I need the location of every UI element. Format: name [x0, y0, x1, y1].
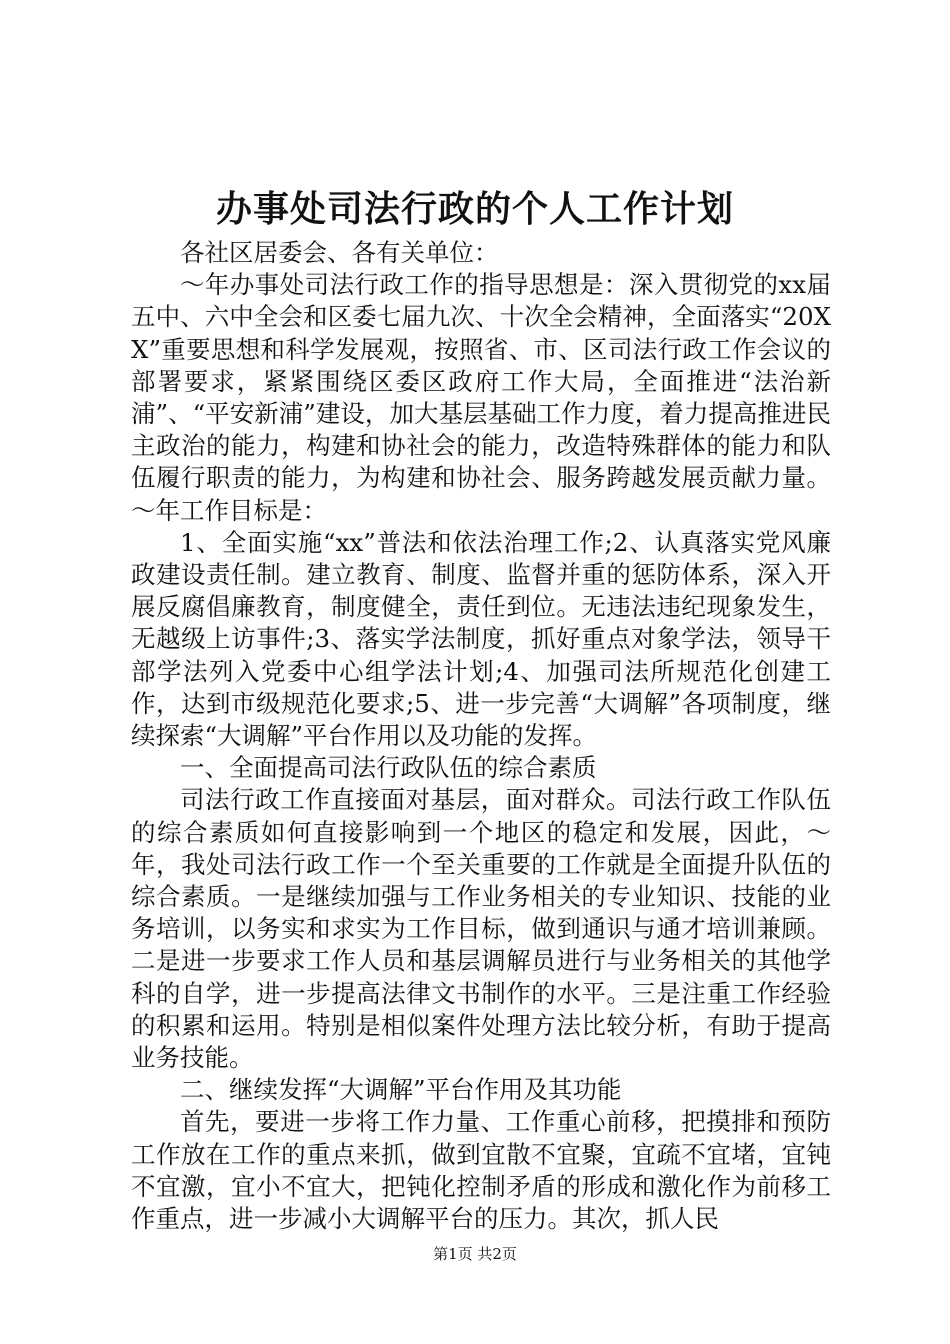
section-heading-2: 二、继续发挥“大调解”平台作用及其功能 [180, 1075, 622, 1105]
work-goals-paragraph: 1、全面实施“xx”普法和依法治理工作;2、认真落实党风廉政建设责任制。建立教育、制度、监督并重的惩防体系，深入开展反腐倡廉教育，制度健全，责任到位。无违法违纪现象发生，无越级上访事件;3、落实学法制度，抓好重点对象学法，领导干部学法列入党委中心组学法计划;4、加强司法所规范化创建工作，达到市级规范化要求;5、进一步完善“大调解”各项制度，继续探索“大调解”平台作用以及功能的发挥。 [131, 527, 831, 751]
page-number-footer: 第1页 共2页 [433, 1245, 517, 1263]
section-2-paragraph: 首先，要进一步将工作力量、工作重心前移，把摸排和预防工作放在工作的重点来抓，做到宜散不宜聚，宜疏不宜堵，宜钝不宜激，宜小不宜大，把钝化控制矛盾的形成和激化作为前移工作重点，进一步减小大调解平台的压力。其次，抓人民 [131, 1107, 831, 1234]
document-title: 办事处司法行政的个人工作计划 [215, 189, 734, 230]
document-body [131, 237, 831, 1235]
section-1-paragraph: 司法行政工作直接面对基层，面对群众。司法行政工作队伍的综合素质如何直接影响到一个地区的稳定和发展，因此，～年，我处司法行政工作一个至关重要的工作就是全面提升队伍的综合素质。一是继续加强与工作业务相关的专业知识、技能的业务培训，以务实和求实为工作目标，做到通识与通才培训兼顾。二是进一步要求工作人员和基层调解员进行与业务相关的其他学科的自学，进一步提高法律文书制作的水平。三是注重工作经验的积累和运用。特别是相似案件处理方法比较分析，有助于提高业务技能。 [131, 785, 831, 1073]
section-heading-1: 一、全面提高司法行政队伍的综合素质 [180, 753, 597, 783]
guiding-ideology-paragraph: ～年办事处司法行政工作的指导思想是：深入贯彻党的xx届五中、六中全会和区委七届九次、十次全会精神，全面落实“20XX”重要思想和科学发展观，按照省、市、区司法行政工作会议的部署要求，紧紧围绕区委区政府工作大局，全面推进“法治新浦”、“平安新浦”建设，加大基层基础工作力度，着力提高推进民主政治的能力，构建和协社会的能力，改造特殊群体的能力和队伍履行职责的能力，为构建和协社会、服务跨越发展贡献力量。～年工作目标是： [131, 270, 831, 525]
salutation-paragraph: 各社区居委会、各有关单位： [180, 238, 499, 267]
